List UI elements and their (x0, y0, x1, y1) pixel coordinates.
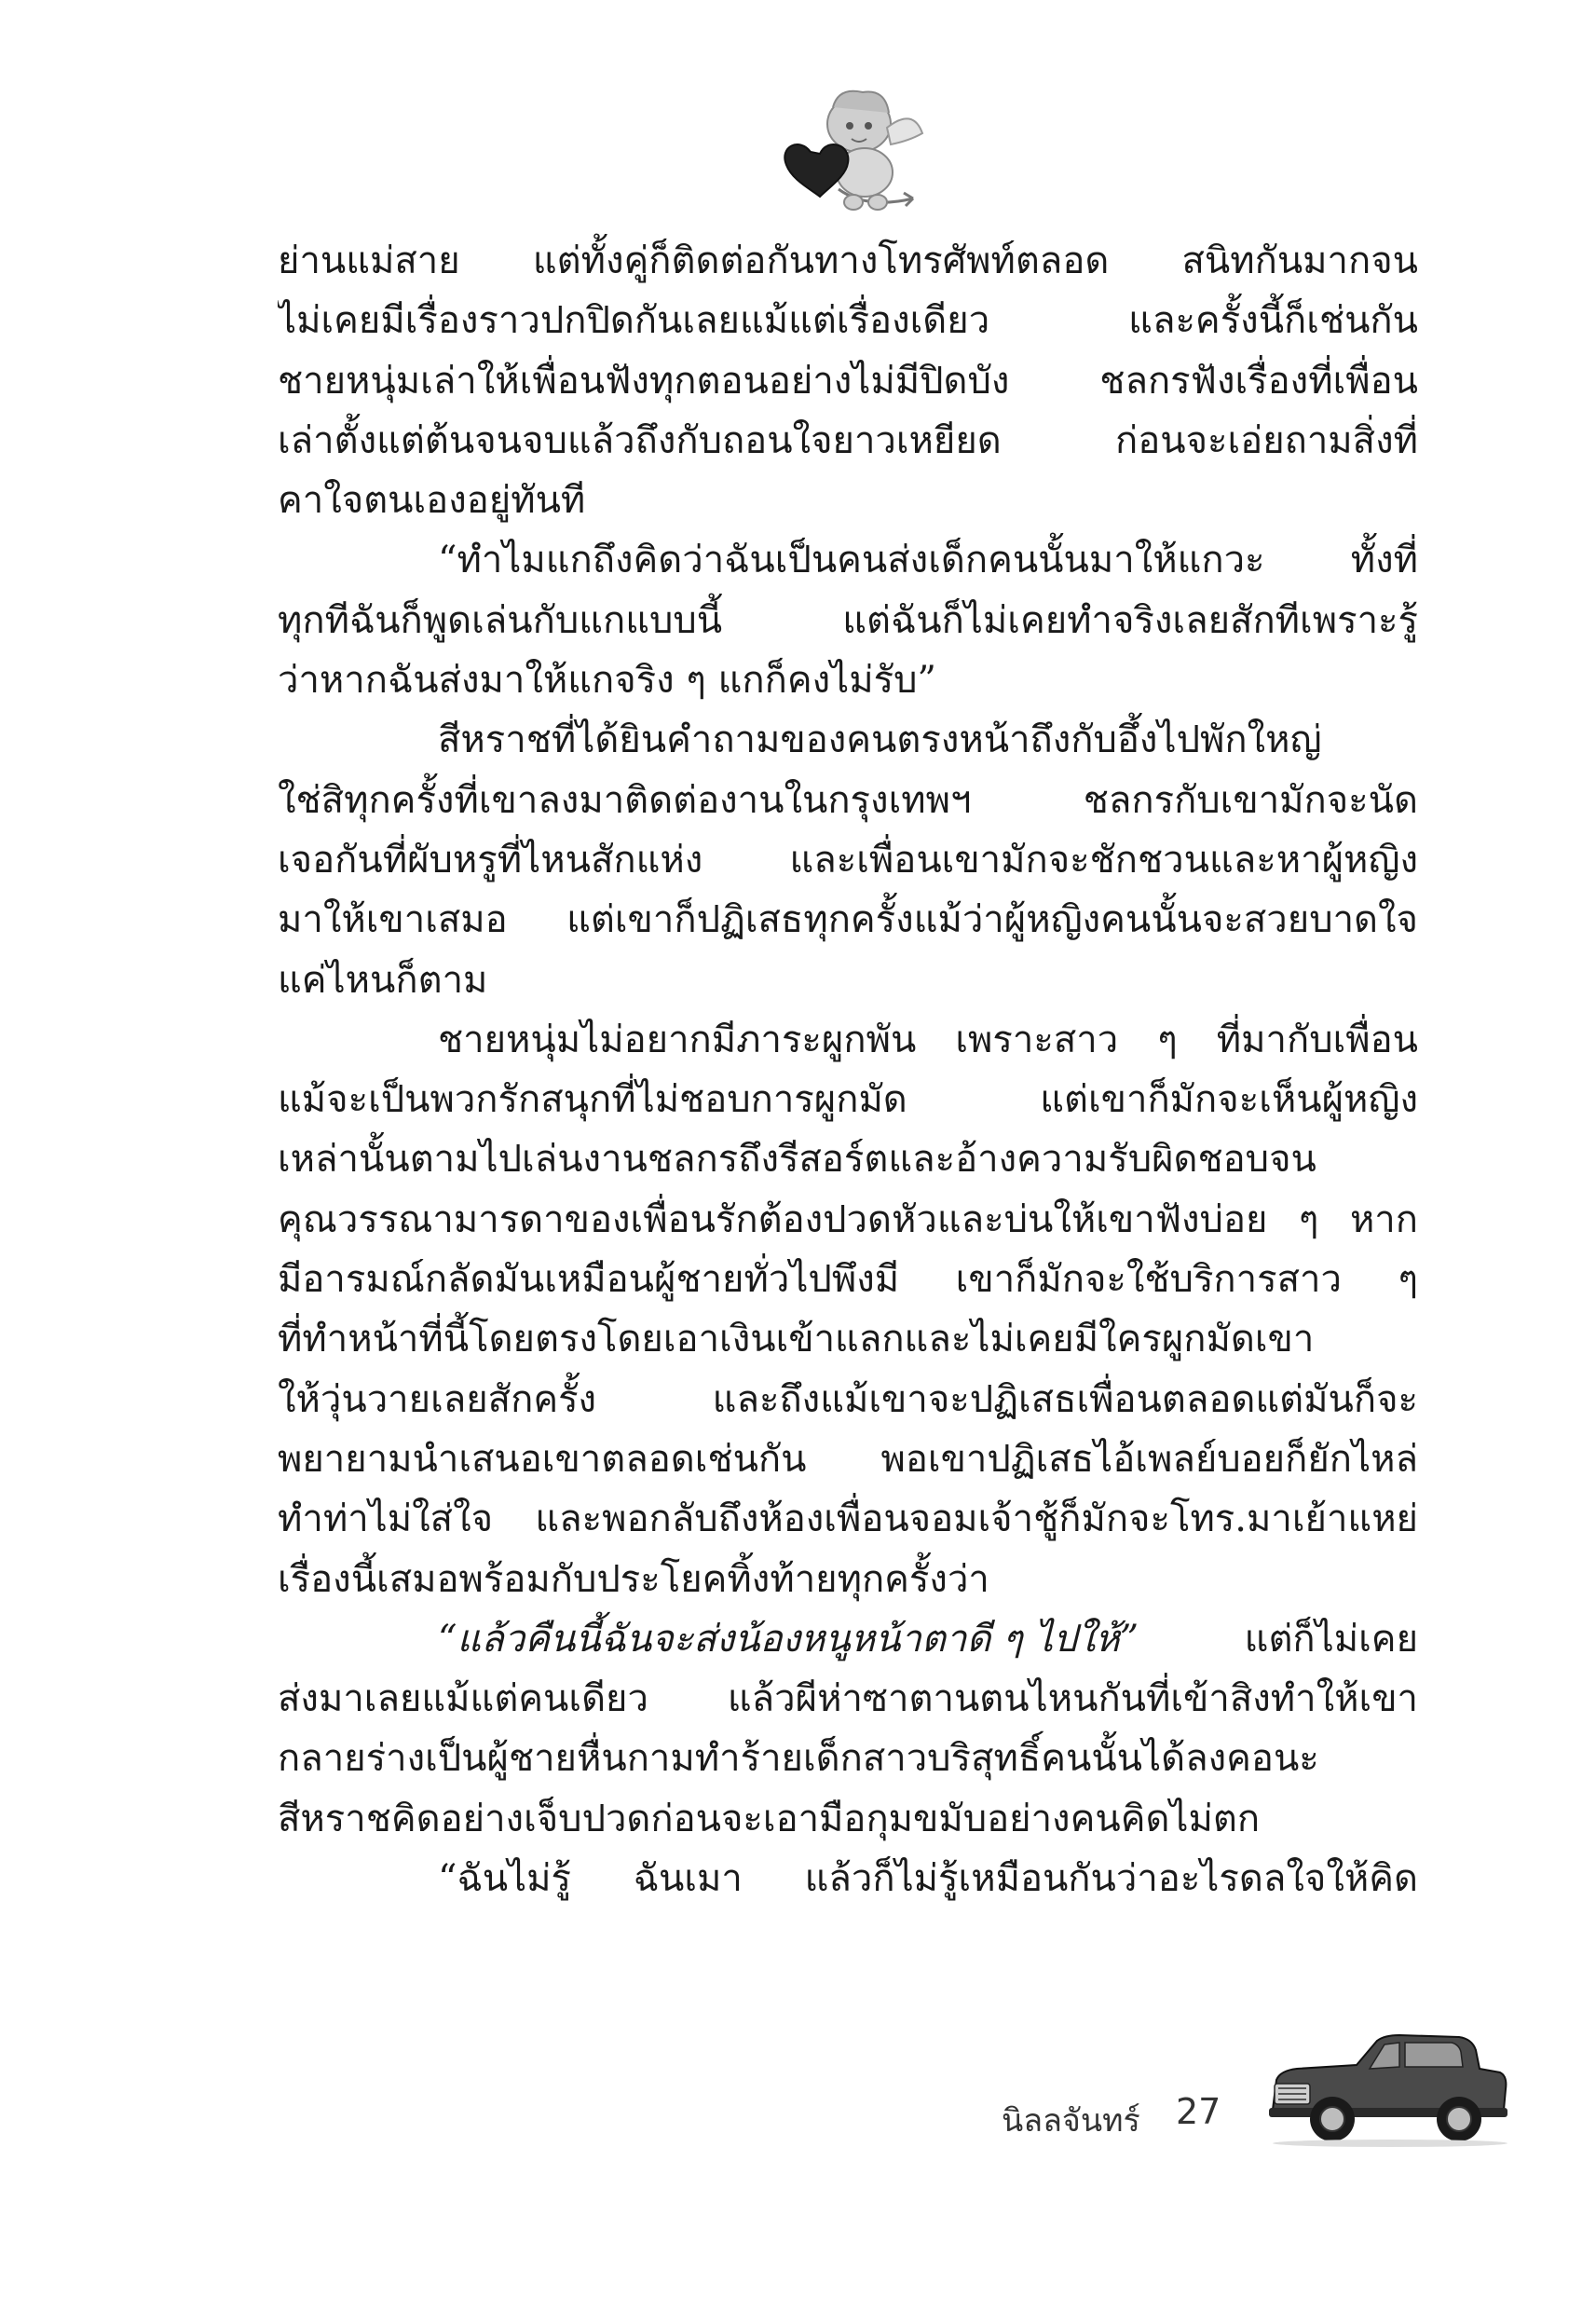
paragraph-line: ที่ทำหน้าที่นี้โดยตรงโดยเอาเงินเข้าแลกและไม่เคยมีใครผูกมัดเขา (278, 1318, 1315, 1361)
paragraph-line: เล่าตั้งแต่ต้นจนจบแล้วถึงกับถอนใจยาวเหยียด ก่อนจะเอ่ยถามสิ่งที่ (278, 418, 1418, 462)
paragraph-line-tail: แต่ก็ไม่เคย (1244, 1617, 1418, 1661)
paragraph-line: ส่งมาเลยแม้แต่คนเดียว แล้วผีห่าซาตานตนไหนกันที่เข้าสิงทำให้เขา (278, 1677, 1418, 1721)
paragraph-line: สีหราชคิดอย่างเจ็บปวดก่อนจะเอามือกุมขมับอย่างคนคิดไม่ตก (278, 1797, 1261, 1840)
paragraph-line: เหล่านั้นตามไปเล่นงานชลกรถึงรีสอร์ตและอ้างความรับผิดชอบจน (278, 1138, 1316, 1182)
paragraph-line: ใช่สิทุกครั้งที่เขาลงมาติดต่องานในกรุงเทพฯ ชลกรกับเขามักจะนัด (278, 778, 1418, 822)
paragraph-line: ย่านแม่สาย แต่ทั้งคู่ก็ติดต่อกันทางโทรศัพท์ตลอด สนิทกันมากจน (278, 239, 1418, 282)
paragraph-line: กลายร่างเป็นผู้ชายหื่นกามทำร้ายเด็กสาวบริสุทธิ์คนนั้นได้ลงคอนะ (278, 1737, 1319, 1781)
paragraph-line: ชายหนุ่มเล่าให้เพื่อนฟังทุกตอนอย่างไม่มีปิดบัง ชลกรฟังเรื่องที่เพื่อน (278, 359, 1418, 403)
paragraph-line: เจอกันที่ผับหรูที่ไหนสักแห่ง และเพื่อนเขามักจะชักชวนและหาผู้หญิง (278, 838, 1418, 882)
paragraph-line: ให้วุ่นวายเลยสักครั้ง และถึงแม้เขาจะปฏิเสธเพื่อนตลอดแต่มันก็จะ (278, 1377, 1418, 1421)
paragraph-line: คาใจตนเองอยู่ทันที (278, 479, 586, 523)
paragraph-line: มีอารมณ์กลัดมันเหมือนผู้ชายทั่วไปพึงมี เขาก็มักจะใช้บริการสาว ๆ (278, 1258, 1418, 1302)
pickup-truck-icon (1260, 2031, 1511, 2148)
footer-author: นิลลจันทร์ (1002, 2102, 1140, 2140)
paragraph-line: ทุกทีฉันก็พูดเล่นกับแกแบบนี้ แต่ฉันก็ไม่เคยทำจริงเลยสักทีเพราะรู้ (278, 598, 1418, 642)
paragraph-line: ว่าหากฉันส่งมาให้แกจริง ๆ แกก็คงไม่รับ” (278, 659, 936, 703)
italic-quote: “แล้วคืนนี้ฉันจะส่งน้องหนูหน้าตาดี ๆ ไปให้” (438, 1617, 1139, 1661)
paragraph-line: ไม่เคยมีเรื่องราวปกปิดกันเลยแม้แต่เรื่องเดียว และครั้งนี้ก็เช่นกัน (278, 299, 1418, 343)
paragraph-line: แค่ไหนก็ตาม (278, 958, 488, 1002)
paragraph-line: พยายามนำเสนอเขาตลอดเช่นกัน พอเขาปฏิเสธไอ้เพลย์บอยก็ยักไหล่ (278, 1437, 1418, 1481)
paragraph-line: แม้จะเป็นพวกรักสนุกที่ไม่ชอบการผูกมัด แต่เขาก็มักจะเห็นผู้หญิง (278, 1078, 1418, 1122)
paragraph-line (278, 1609, 1418, 1669)
paragraph-line: มาให้เขาเสมอ แต่เขาก็ปฏิเสธทุกครั้งแม้ว่าผู้หญิงคนนั้นจะสวยบาดใจ (278, 898, 1418, 942)
paragraph-line: “ทำไมแกถึงคิดว่าฉันเป็นคนส่งเด็กคนนั้นมาให้แกวะ ทั้งที่ (438, 539, 1418, 582)
chapter-body-text (278, 231, 1418, 1908)
paragraph-line: คุณวรรณามารดาของเพื่อนรักต้องปวดหัวและบ่นให้เขาฟังบ่อย ๆ หาก (278, 1197, 1418, 1241)
paragraph-line: ชายหนุ่มไม่อยากมีภาระผูกพัน เพราะสาว ๆ ที่มากับเพื่อน (438, 1018, 1418, 1061)
paragraph-line: สีหราชที่ได้ยินคำถามของคนตรงหน้าถึงกับอึ้งไปพักใหญ่ (438, 718, 1322, 762)
paragraph-line: ทำท่าไม่ใส่ใจ และพอกลับถึงห้องเพื่อนจอมเจ้าชู้ก็มักจะโทร.มาเย้าแหย่ (278, 1497, 1418, 1541)
page-number: 27 (1176, 2091, 1221, 2132)
cupid-with-heart-icon (773, 79, 932, 219)
paragraph-line: “ฉันไม่รู้ ฉันเมา แล้วก็ไม่รู้เหมือนกันว่าอะไรดลใจให้คิด (438, 1857, 1418, 1901)
paragraph-line: เรื่องนี้เสมอพร้อมกับประโยคทิ้งท้ายทุกครั้งว่า (278, 1557, 989, 1601)
